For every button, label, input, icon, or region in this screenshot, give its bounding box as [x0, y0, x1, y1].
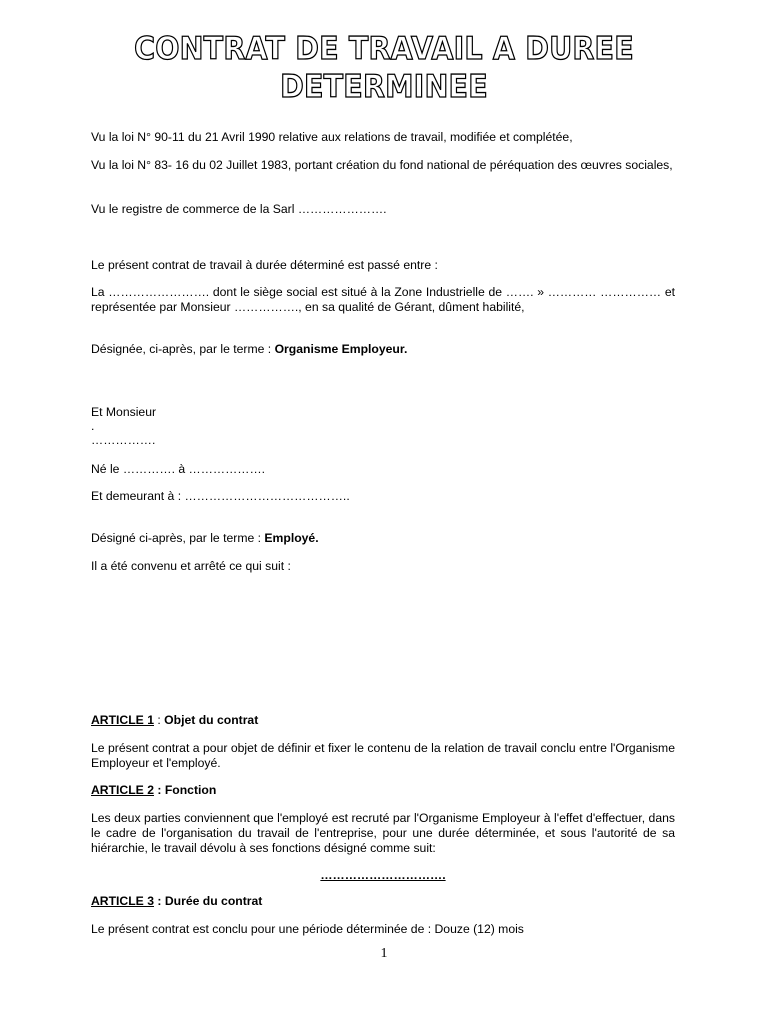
article-1-label: ARTICLE 1: [91, 713, 154, 727]
article-2-sep: :: [153, 783, 165, 797]
employee-residence: Et demeurant à : …………………………………..: [91, 489, 350, 503]
article-3-sep: :: [153, 894, 165, 908]
employee-designation-prefix: Désigné ci-après, par le terme :: [91, 531, 265, 545]
employee-intro: Et Monsieur: [91, 405, 157, 419]
article-2-body: Les deux parties conviennent que l'employé est recruté par l'Organisme Employeur à l'effet d'effectuer, dans le cadre de l'organisation du travail de l'entreprise, pour une durée déterminée, et sous l'autorité de sa hiérarchie, le travail dévolu à ses fonctions désigné comme suit:: [91, 811, 675, 855]
employer-designation: [91, 342, 675, 357]
article-2-label: ARTICLE 2: [91, 783, 154, 797]
article-3-title: Durée du contrat: [164, 894, 263, 908]
document-title: CONTRAT DE TRAVAIL A DUREE DETERMINEE: [134, 31, 634, 105]
employer-designation-prefix: Désignée, ci-après, par le terme :: [91, 342, 275, 356]
preamble-trade-register: Vu le registre de commerce de la Sarl ………………….: [91, 202, 387, 216]
article-2-heading: [91, 783, 675, 798]
page-number: 1: [380, 946, 388, 961]
article-1-title: Objet du contrat: [164, 713, 259, 727]
article-1-body: Le présent contrat a pour objet de définir et fixer le contenu de la relation de travail conclu entre l'Organisme Employeur et l'employé.: [91, 741, 675, 770]
employee-designation-term: Employé.: [264, 531, 319, 545]
preamble-law-90-11: Vu la loi N° 90-11 du 21 Avril 1990 relative aux relations de travail, modifiée et complétée,: [91, 130, 573, 144]
agreement-line: Il a été convenu et arrêté ce qui suit :: [91, 559, 291, 573]
function-line: ………………………….: [320, 868, 446, 882]
article-3-label: ARTICLE 3: [91, 894, 154, 908]
employer-designation-term: Organisme Employeur.: [274, 342, 408, 356]
employee-name: …………….: [91, 433, 156, 447]
article-1-heading: [91, 713, 675, 728]
employee-birth: Né le …………. à ……………….: [91, 462, 266, 476]
preamble-law-83-16: Vu la loi N° 83- 16 du 02 Juillet 1983, portant création du fond national de péréquation des œuvres sociales,: [91, 158, 673, 172]
article-2-title: Fonction: [164, 783, 217, 797]
employee-designation: [91, 531, 675, 546]
employee-dot: .: [91, 419, 95, 433]
article-1-sep: :: [153, 713, 165, 727]
employer-description: La ……………………. dont le siège social est situé à la Zone Industrielle de ……. » ………… …………… et représentée par Monsieur ……………., en sa qualité de Gérant, dûment habilité,: [91, 285, 675, 314]
article-3-heading: [91, 894, 675, 909]
parties-intro: Le présent contrat de travail à durée déterminé est passé entre :: [91, 258, 438, 272]
article-3-body: Le présent contrat est conclu pour une période déterminée de : Douze (12) mois: [91, 922, 524, 936]
